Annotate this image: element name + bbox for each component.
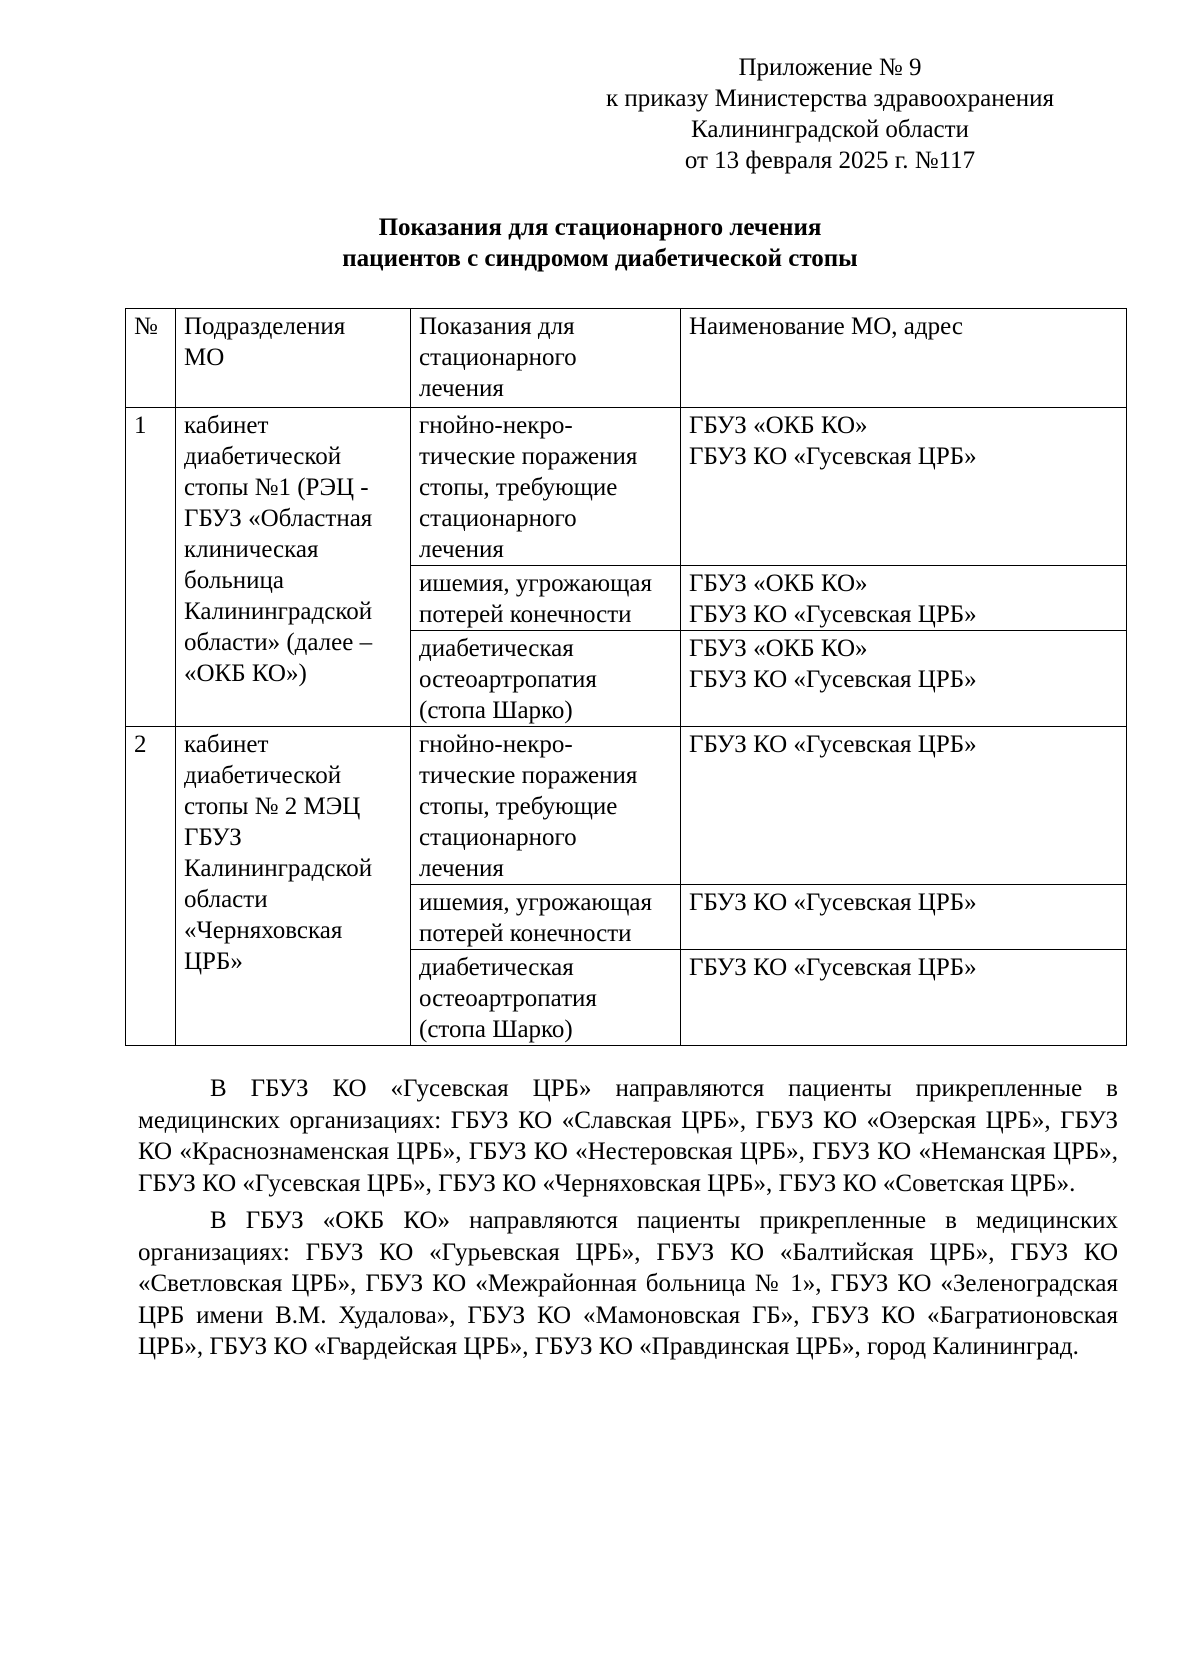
- row-division: кабинет диабетической стопы №1 (РЭЦ - ГБУЗ «Областная клиническая больница Калининградской области» (далее – «ОКБ КО»): [176, 408, 411, 727]
- row-indication: ишемия, угрожающая потерей конечности: [411, 566, 681, 631]
- row-mo: ГБУЗ КО «Гусевская ЦРБ»: [681, 727, 1127, 885]
- row-indication: диабетическая остеоартропатия (стопа Шарко): [411, 950, 681, 1046]
- row-mo: ГБУЗ КО «Гусевская ЦРБ»: [681, 950, 1127, 1046]
- row-num: 2: [126, 727, 176, 1046]
- order-reference: к приказу Министерства здравоохранения: [605, 85, 1055, 112]
- row-indication: гнойно-некро- тические поражения стопы, требующие стационарного лечения: [411, 408, 681, 566]
- row-indication: ишемия, угрожающая потерей конечности: [411, 885, 681, 950]
- region-name: Калининградской области: [691, 116, 969, 143]
- header-num: №: [126, 309, 176, 408]
- row-division: кабинет диабетической стопы № 2 МЭЦ ГБУЗ Калининградской области «Черняховская ЦРБ»: [176, 727, 411, 1046]
- header-mo: Наименование МО, адрес: [681, 309, 1127, 408]
- header-division: Подразделения МО: [176, 309, 411, 408]
- row-mo: ГБУЗ КО «Гусевская ЦРБ»: [681, 885, 1127, 950]
- appendix-header: [590, 52, 1070, 176]
- row-indication: гнойно-некро- тические поражения стопы, требующие стационарного лечения: [411, 727, 681, 885]
- table-header-row: [126, 309, 1127, 408]
- row-mo: ГБУЗ «ОКБ КО» ГБУЗ КО «Гусевская ЦРБ»: [681, 408, 1127, 566]
- table-row: [126, 408, 1127, 566]
- row-indication: диабетическая остеоартропатия (стопа Шарко): [411, 631, 681, 727]
- row-mo: ГБУЗ «ОКБ КО» ГБУЗ КО «Гусевская ЦРБ»: [681, 631, 1127, 727]
- header-indication: Показания для стационарного лечения: [411, 309, 681, 408]
- row-mo: ГБУЗ «ОКБ КО» ГБУЗ КО «Гусевская ЦРБ»: [681, 566, 1127, 631]
- body-text: [138, 1073, 1118, 1369]
- document-title: [0, 212, 1200, 274]
- appendix-number: Приложение № 9: [738, 54, 922, 81]
- paragraph-okb: В ГБУЗ «ОКБ КО» направляются пациенты прикрепленные в медицинских организациях: ГБУЗ КО «Гурьевская ЦРБ», ГБУЗ КО «Балтийская ЦРБ», ГБУЗ КО «Светловская ЦРБ», ГБУЗ КО «Межрайонная больница № 1», ГБУЗ КО «Зеленоградская ЦРБ имени В.М. Худалова», ГБУЗ КО «Мамоновская ГБ», ГБУЗ КО «Багратионовская ЦРБ», ГБУЗ КО «Гвардейская ЦРБ», ГБУЗ КО «Правдинская ЦРБ», город Калининград.: [138, 1207, 1118, 1360]
- table-row: [126, 727, 1127, 885]
- row-num: 1: [126, 408, 176, 727]
- paragraph-gusev: В ГБУЗ КО «Гусевская ЦРБ» направляются пациенты прикрепленные в медицинских организациях: ГБУЗ КО «Славская ЦРБ», ГБУЗ КО «Озерская ЦРБ», ГБУЗ КО «Краснознаменская ЦРБ», ГБУЗ КО «Нестеровская ЦРБ», ГБУЗ КО «Неманская ЦРБ», ГБУЗ КО «Гусевская ЦРБ», ГБУЗ КО «Черняховская ЦРБ», ГБУЗ КО «Советская ЦРБ».: [138, 1075, 1118, 1197]
- indications-table: [125, 308, 1127, 1046]
- title-line-2: пациентов с синдромом диабетической стопы: [342, 245, 858, 272]
- order-date: от 13 февраля 2025 г. №117: [684, 147, 976, 174]
- title-line-1: Показания для стационарного лечения: [378, 214, 822, 241]
